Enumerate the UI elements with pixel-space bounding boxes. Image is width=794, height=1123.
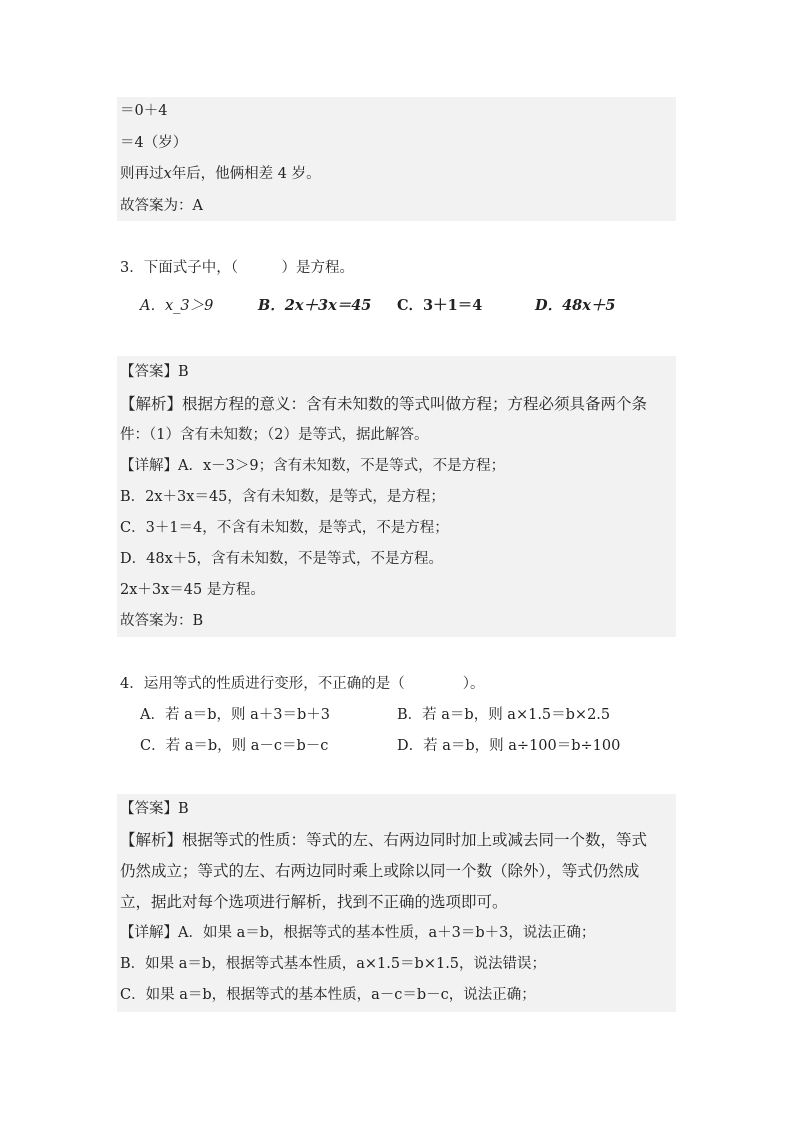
a4-answer: 【答案】B [120,801,189,817]
a3-analysis-2: 件：（1）含有未知数；（2）是等式，据此解答。 [120,427,429,443]
a3-summary: 2x＋3x＝45 是方程。 [120,582,265,598]
a3-detail-b: B．2x＋3x＝45，含有未知数，是等式，是方程； [120,489,445,505]
calc-line-1: ＝0＋4 [120,103,168,119]
a3-answer: 【答案】B [120,364,189,380]
q4-option-a: A．若 a＝b，则 a＋3＝b＋3 [140,707,330,723]
a3-conclusion: 故答案为：B [120,613,204,629]
result-var: x [163,166,172,182]
q3-option-d: D．48x＋5 [535,297,616,314]
calc-line-2: ＝4（岁） [120,135,188,151]
a3-detail-c: C．3＋1＝4，不含有未知数，是等式，不是方程； [120,520,449,536]
question-3: 3．下面式子中，（ ）是方程。 [120,260,354,276]
a3-analysis-1: 【解析】根据方程的意义：含有未知数的等式叫做方程；方程必须具备两个条 [120,395,648,413]
a4-analysis-1: 【解析】根据等式的性质：等式的左、右两边同时加上或减去同一个数，等式 [120,831,648,849]
q4-option-b: B．若 a＝b，则 a×1.5＝b×2.5 [397,707,611,723]
a3-detail-a: 【详解】A．x－3＞9；含有未知数，不是等式，不是方程； [120,458,506,474]
result-post: 年后，他俩相差 4 岁。 [171,166,321,182]
a4-analysis-2: 仍然成立；等式的左、右两边同时乘上或除以同一个数（除外），等式仍然成 [120,862,640,880]
a4-detail-c: C．如果 a＝b，根据等式的基本性质，a－c＝b－c，说法正确； [120,987,536,1003]
result-line [120,164,321,184]
q4-option-d: D．若 a＝b，则 a÷100＝b÷100 [397,738,621,754]
a4-analysis-3: 立，据此对每个选项进行解析，找到不正确的选项即可。 [120,893,508,911]
a4-detail-b: B．如果 a＝b，根据等式基本性质，a×1.5＝b×1.5，说法错误； [120,956,547,972]
q4-option-c: C．若 a＝b，则 a－c＝b－c [140,738,329,754]
question-4: 4．运用等式的性质进行变形，不正确的是（ ）。 [120,676,485,692]
a4-detail-a: 【详解】A．如果 a＝b，根据等式的基本性质，a＋3＝b＋3，说法正确； [120,925,596,941]
conclusion-1: 故答案为：A [120,198,203,214]
a3-detail-d: D．48x＋5，含有未知数，不是等式，不是方程。 [120,551,443,567]
q3-option-b: B．2x＋3x＝45 [258,297,372,314]
q3-option-c: C．3＋1＝4 [397,297,483,314]
q3-option-a: A．x_3＞9 [140,298,214,314]
result-pre: 则再过 [120,166,164,182]
